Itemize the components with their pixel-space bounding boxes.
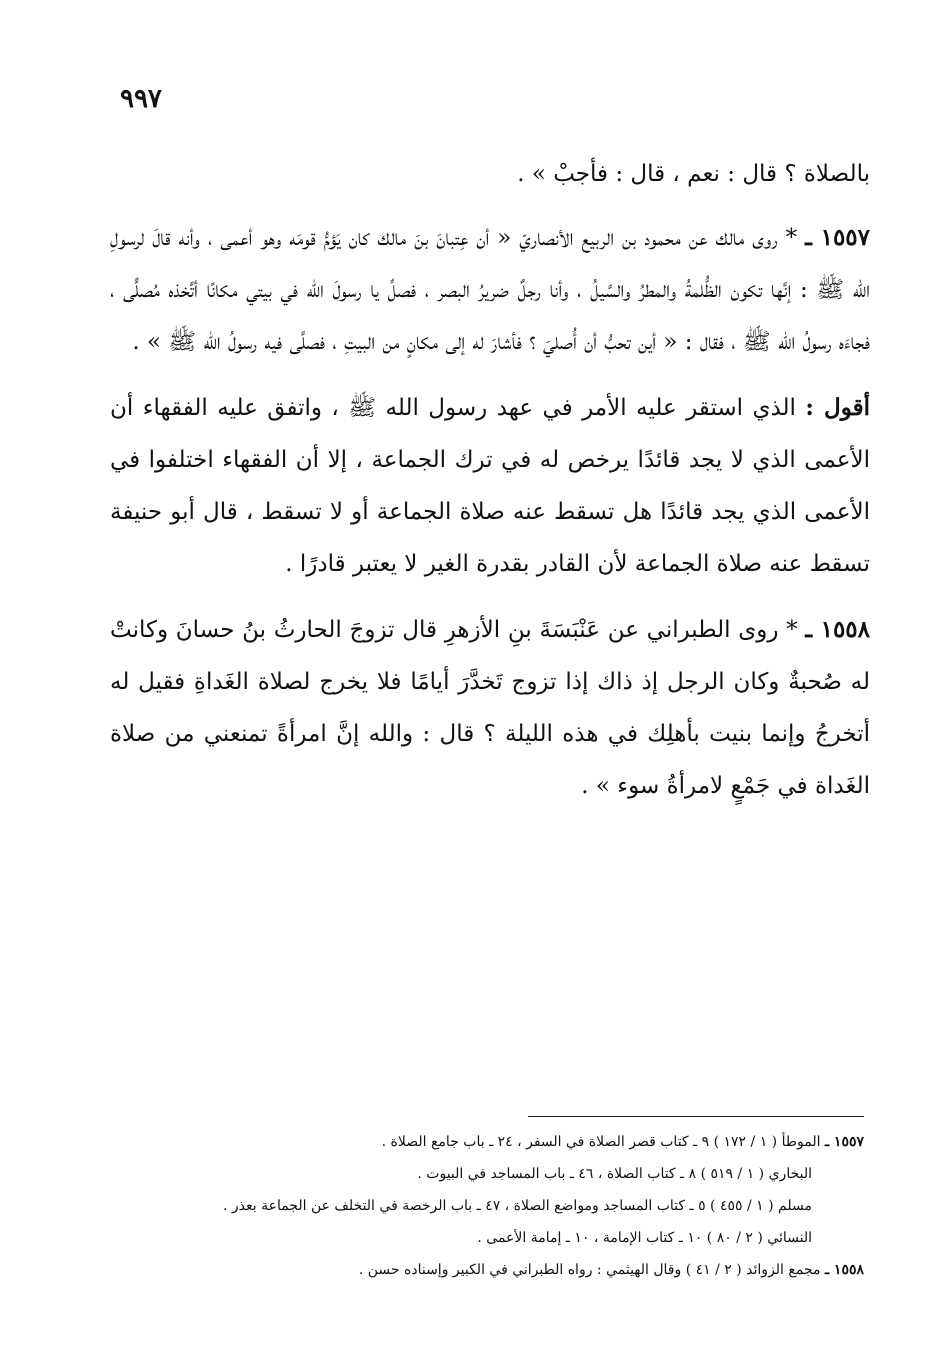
paragraph-text: الذي استقر عليه الأمر في عهد رسول الله ﷺ ، واتفق عليه الفقهاء أن الأعمى الذي لا يجد قائدًا يرخص له في ترك الجماعة ، إلا أن الفقهاء اختلفوا في الأعمى الذي يجد قائدًا هل تسقط عنه صلاة الجماعة أو لا تسقط ، قال أبو حنيفة تسقط عنه صلاة الجماعة لأن القادر بقدرة الغير لا يعتبر قادرًا . (110, 395, 870, 577)
paragraph-number: ١٥٥٧ ـ (805, 224, 871, 251)
paragraph-1557 (110, 212, 870, 368)
footnote-text: الموطأ ( ١ / ١٧٢ ) ٩ ـ كتاب قصر الصلاة في السفر ، ٢٤ ـ باب جامع الصلاة . (381, 1134, 821, 1150)
footnote-divider (528, 1116, 864, 1117)
paragraph-text: * روى الطبراني عن عَنْبَسَةَ بنِ الأزهرِ قال تزوجَ الحارثُ بنُ حسانَ وكانتْ له صُحبةٌ وكان الرجل إذ ذاك إذا تزوج تَخدَّرَ أيامًا فلا يخرج لصلاة الغَداةِ فقيل له أتخرجُ وإنما بنيت بأهلِك في هذه الليلة ؟ قال : والله إنَّ امرأةً تمنعني من صلاة الغَداة في جَمْعٍ لامرأةُ سوء » . (110, 617, 870, 799)
paragraph-text: * روى مالك عن محمود بن الربيع الأنصاريّ « أن عِتبانَ بنَ مالك كان يَؤمُّ قومَه وهو أعمى ، وأنه قالَ لرسولِ الله ﷺ : إنَّها تكون الظُّلمةُ والمطرُ والسَّيلُ ، وأنا رجلٌ ضريرُ البصر ، فصلِّ يا رسولَ الله في بيتي مكانًا أتَّخذه مُصلًّى ، فجاءَه رسولُ الله ﷺ ، فقال : « أين تحبُّ أن أُصليَ ؟ فأشارَ له إلى مكانٍ من البيتِ ، فصلَّى فيه رسولُ الله ﷺ » . (110, 225, 870, 355)
footnote-text: مسلم ( ١ / ٤٥٥ ) ٥ ـ كتاب المساجد ومواضع الصلاة ، ٤٧ ـ باب الرخصة في التخلف عن الجماعة بعذر . (222, 1198, 812, 1214)
footnote-number: ١٥٥٨ ـ (824, 1262, 864, 1278)
footnote-line (150, 1126, 864, 1158)
continued-line: بالصلاة ؟ قال : نعم ، قال : فأجبْ » . (517, 161, 870, 187)
footnote-text: النسائي ( ٢ / ٨٠ ) ١٠ ـ كتاب الإمامة ، ١٠ ـ إمامة الأعمى . (477, 1230, 812, 1246)
footnote-text: البخاري ( ١ / ٥١٩ ) ٨ ـ كتاب الصلاة ، ٤٦ ـ باب المساجد في البيوت . (417, 1166, 812, 1182)
paragraph-commentary (110, 382, 870, 590)
footnote-number: ١٥٥٧ ـ (824, 1134, 864, 1150)
footnote-line (150, 1254, 864, 1286)
page-number: ٩٩٧ (120, 84, 162, 114)
paragraph-1558 (110, 604, 870, 812)
paragraph-number: ١٥٥٨ ـ (805, 616, 871, 643)
footnote-line (150, 1222, 864, 1254)
commentary-lead: أقول : (805, 394, 870, 421)
footnote-text: مجمع الزوائد ( ٢ / ٤١ ) وقال الهيثمي : رواه الطبراني في الكبير وإسناده حسن . (358, 1262, 821, 1278)
footnote-line (150, 1190, 864, 1222)
footnotes (150, 1126, 864, 1286)
main-text (110, 148, 870, 826)
footnote-line (150, 1158, 864, 1190)
